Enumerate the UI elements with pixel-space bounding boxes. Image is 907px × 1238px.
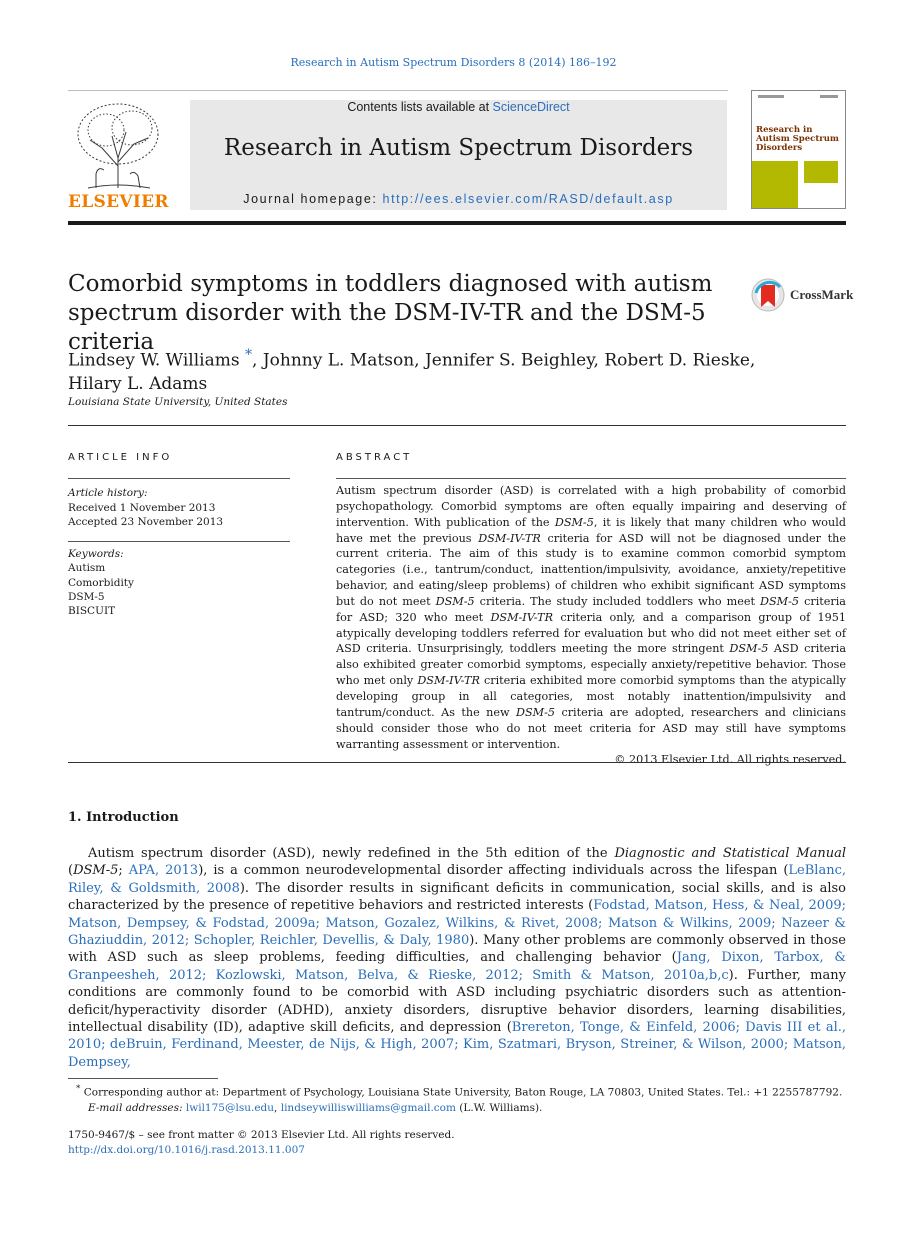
journal-homepage: [190, 192, 727, 206]
homepage-link[interactable]: http://ees.elsevier.com/RASD/default.asp: [382, 192, 674, 206]
doi-link[interactable]: http://dx.doi.org/10.1016/j.rasd.2013.11.007: [68, 1144, 305, 1156]
homepage-label: Journal homepage:: [243, 192, 383, 206]
keywords: [68, 547, 134, 618]
article-info-heading: ARTICLE INFO: [68, 452, 173, 463]
keyword: Comorbidity: [68, 576, 134, 589]
author-names: , Johnny L. Matson, Jennifer S. Beighley, Robert D. Rieske,: [252, 350, 756, 371]
received-date: Received 1 November 2013: [68, 501, 216, 514]
abstract-heading: ABSTRACT: [336, 452, 413, 463]
accepted-date: Accepted 23 November 2013: [68, 516, 224, 528]
article-title-line: Comorbid symptoms in toddlers diagnosed with autism: [68, 271, 713, 297]
running-head[interactable]: Research in Autism Spectrum Disorders 8 (2014) 186–192: [290, 56, 617, 69]
email-suffix: (L.W. Williams).: [455, 1101, 543, 1114]
abstract-copyright: © 2013 Elsevier Ltd. All rights reserved.: [614, 753, 846, 767]
citation-link[interactable]: Fodstad, Matson, Hess, & Neal, 2009; Matson, Dempsey, & Fodstad, 2009a; Matson, Gozalez, Wilkins, & Rivet, 2008; Matson & Wilkins, 2009; Nazeer & Ghaziuddin, 2012; Schopler, Reichler, Devellis, & Daly, 1980: [68, 898, 846, 949]
divider: [68, 425, 846, 426]
email-label: E-mail addresses:: [88, 1101, 183, 1114]
divider: [68, 762, 846, 763]
footnote-mark: *: [76, 1084, 81, 1094]
footnote-divider: [68, 1078, 218, 1079]
divider: [68, 478, 290, 479]
article-history: [68, 486, 223, 530]
email-link[interactable]: lindseywilliswilliams@gmail.com: [280, 1101, 456, 1114]
cover-title-line: Autism Spectrum: [756, 134, 839, 144]
author-name: Lindsey W. Williams: [68, 350, 240, 371]
divider: [336, 478, 846, 479]
cover-title-line: Research in: [756, 125, 813, 135]
citation-link[interactable]: LeBlanc, Riley, & Goldsmith, 2008: [68, 863, 846, 896]
history-label: Article history:: [68, 487, 148, 499]
author-names: Hilary L. Adams: [68, 373, 208, 394]
section-heading: 1. Introduction: [68, 810, 179, 825]
citation-link[interactable]: APA, 2013: [128, 863, 199, 879]
contents-line: [190, 100, 727, 114]
journal-title: Research in Autism Spectrum Disorders: [223, 135, 694, 161]
corresponding-author-note: Corresponding author at: Department of Psychology, Louisiana State University, Baton Rouge, LA 70803, United States. Tel.: +1 2255787792.: [80, 1086, 843, 1099]
citation-link[interactable]: Jang, Dixon, Tarbox, & Granpeesheh, 2012; Kozlowski, Matson, Belva, & Rieske, 2012; Smith & Matson, 2010a,b,c: [68, 950, 846, 983]
crossmark-label[interactable]: CrossMark: [790, 287, 854, 302]
keyword: BISCUIT: [68, 605, 116, 618]
article-title-line: spectrum disorder with the DSM-IV-TR and the DSM-5 criteria: [68, 300, 706, 355]
author-list: [68, 344, 848, 396]
keywords-label: Keywords:: [68, 548, 124, 560]
citation-link[interactable]: Brereton, Tonge, & Einfeld, 2006; Davis III et al., 2010; deBruin, Ferdinand, Meester, de Nijs, & High, 2007; Kim, Szatmari, Bryson, Streiner, & Wilson, 2000; Matson, Dempsey,: [68, 1020, 846, 1070]
journal-cover-thumbnail[interactable]: [751, 90, 846, 209]
affiliation: Louisiana State University, United States: [68, 396, 288, 408]
front-matter: [68, 1128, 455, 1158]
contents-prefix: Contents lists available at: [347, 100, 493, 114]
cover-title-line: Disorders: [756, 143, 803, 153]
footnote: * Corresponding author at: Department of Psychology, Louisiana State University, Baton Rouge, LA 70803, United States. Tel.: +1 2255787792. E-mail addresses: lwil175@lsu.edu, lindseywilliswilliams@gmail.com (L.W. Williams).: [76, 1084, 843, 1114]
divider: [68, 541, 290, 542]
masthead-thick-rule: [68, 221, 846, 225]
sciencedirect-link[interactable]: ScienceDirect: [492, 100, 570, 114]
issn-line: 1750-9467/$ – see front matter © 2013 Elsevier Ltd. All rights reserved.: [68, 1129, 455, 1141]
masthead-divider: [68, 90, 728, 91]
abstract-text: Autism spectrum disorder (ASD) is correlated with a high probability of comorbid psychopathology. Comorbid symptoms are often equally impairing and deserving of intervention. With publication of the DSM-5, it is likely that many children who would have met the previous DSM-IV-TR criteria for ASD will not be diagnosed under the current criteria. The aim of this study is to examine common comorbid symptom categories (i.e., tantrum/conduct, inattention/impulsivity, avoidance, anxiety/repetitive behavior, and eating/sleep problems) of children who exhibit significant ASD symptoms but do not meet DSM-5 criteria. The study included toddlers who meet DSM-5 criteria for ASD; 320 who meet DSM-IV-TR criteria only, and a comparison group of 1951 atypically developing toddlers referred for evaluation but who did not meet either set of ASD criteria. Unsurprisingly, toddlers meeting the more stringent DSM-5 ASD criteria also exhibited greater comorbid symptoms, especially anxiety/repetitive behavior. Those who met only DSM-IV-TR criteria exhibited more comorbid symptoms than the atypically developing group in all categories, most notably inattention/impulsivity and tantrum/conduct. As the new DSM-5 criteria are adopted, researchers and clinicians should consider those who do not meet criteria for ASD may still have symptoms warranting assessment or intervention. © 2013 Elsevier Ltd. All rights reserved.: [336, 484, 846, 767]
publisher-wordmark: ELSEVIER: [68, 192, 169, 212]
email-link[interactable]: lwil175@lsu.edu: [185, 1101, 275, 1114]
introduction-text: Autism spectrum disorder (ASD), newly redefined in the 5th edition of the Diagnostic and Statistical Manual (DSM-5; APA, 2013), is a common neurodevelopmental disorder affecting individuals across the lifespan (LeBlanc, Riley, & Goldsmith, 2008). The disorder results in significant deficits in communication, social skills, and is also characterized by the presence of repetitive behaviors and restricted interests (Fodstad, Matson, Hess, & Neal, 2009; Matson, Dempsey, & Fodstad, 2009a; Matson, Gozalez, Wilkins, & Rivet, 2008; Matson & Wilkins, 2009; Nazeer & Ghaziuddin, 2012; Schopler, Reichler, Devellis, & Daly, 1980). Many other problems are commonly observed in those with ASD such as sleep problems, feeding difficulties, and challenging behavior (Jang, Dixon, Tarbox, & Granpeesheh, 2012; Kozlowski, Matson, Belva, & Rieske, 2012; Smith & Matson, 2010a,b,c). Further, many conditions are commonly found to be comorbid with ASD including psychiatric disorders such as attention-deficit/hyperactivity disorder (ADHD), anxiety disorders, disruptive behavior disorders, learning disabilities, intellectual disability (ID), adaptive skill deficits, and depression (Brereton, Tonge, & Einfeld, 2006; Davis III et al., 2010; deBruin, Ferdinand, Meester, de Nijs, & High, 2007; Kim, Szatmari, Bryson, Streiner, & Wilson, 2000; Matson, Dempsey,: [68, 846, 847, 1070]
keyword: DSM-5: [68, 590, 105, 603]
corresponding-author-mark[interactable]: *: [244, 347, 253, 363]
keyword: Autism: [68, 562, 106, 575]
